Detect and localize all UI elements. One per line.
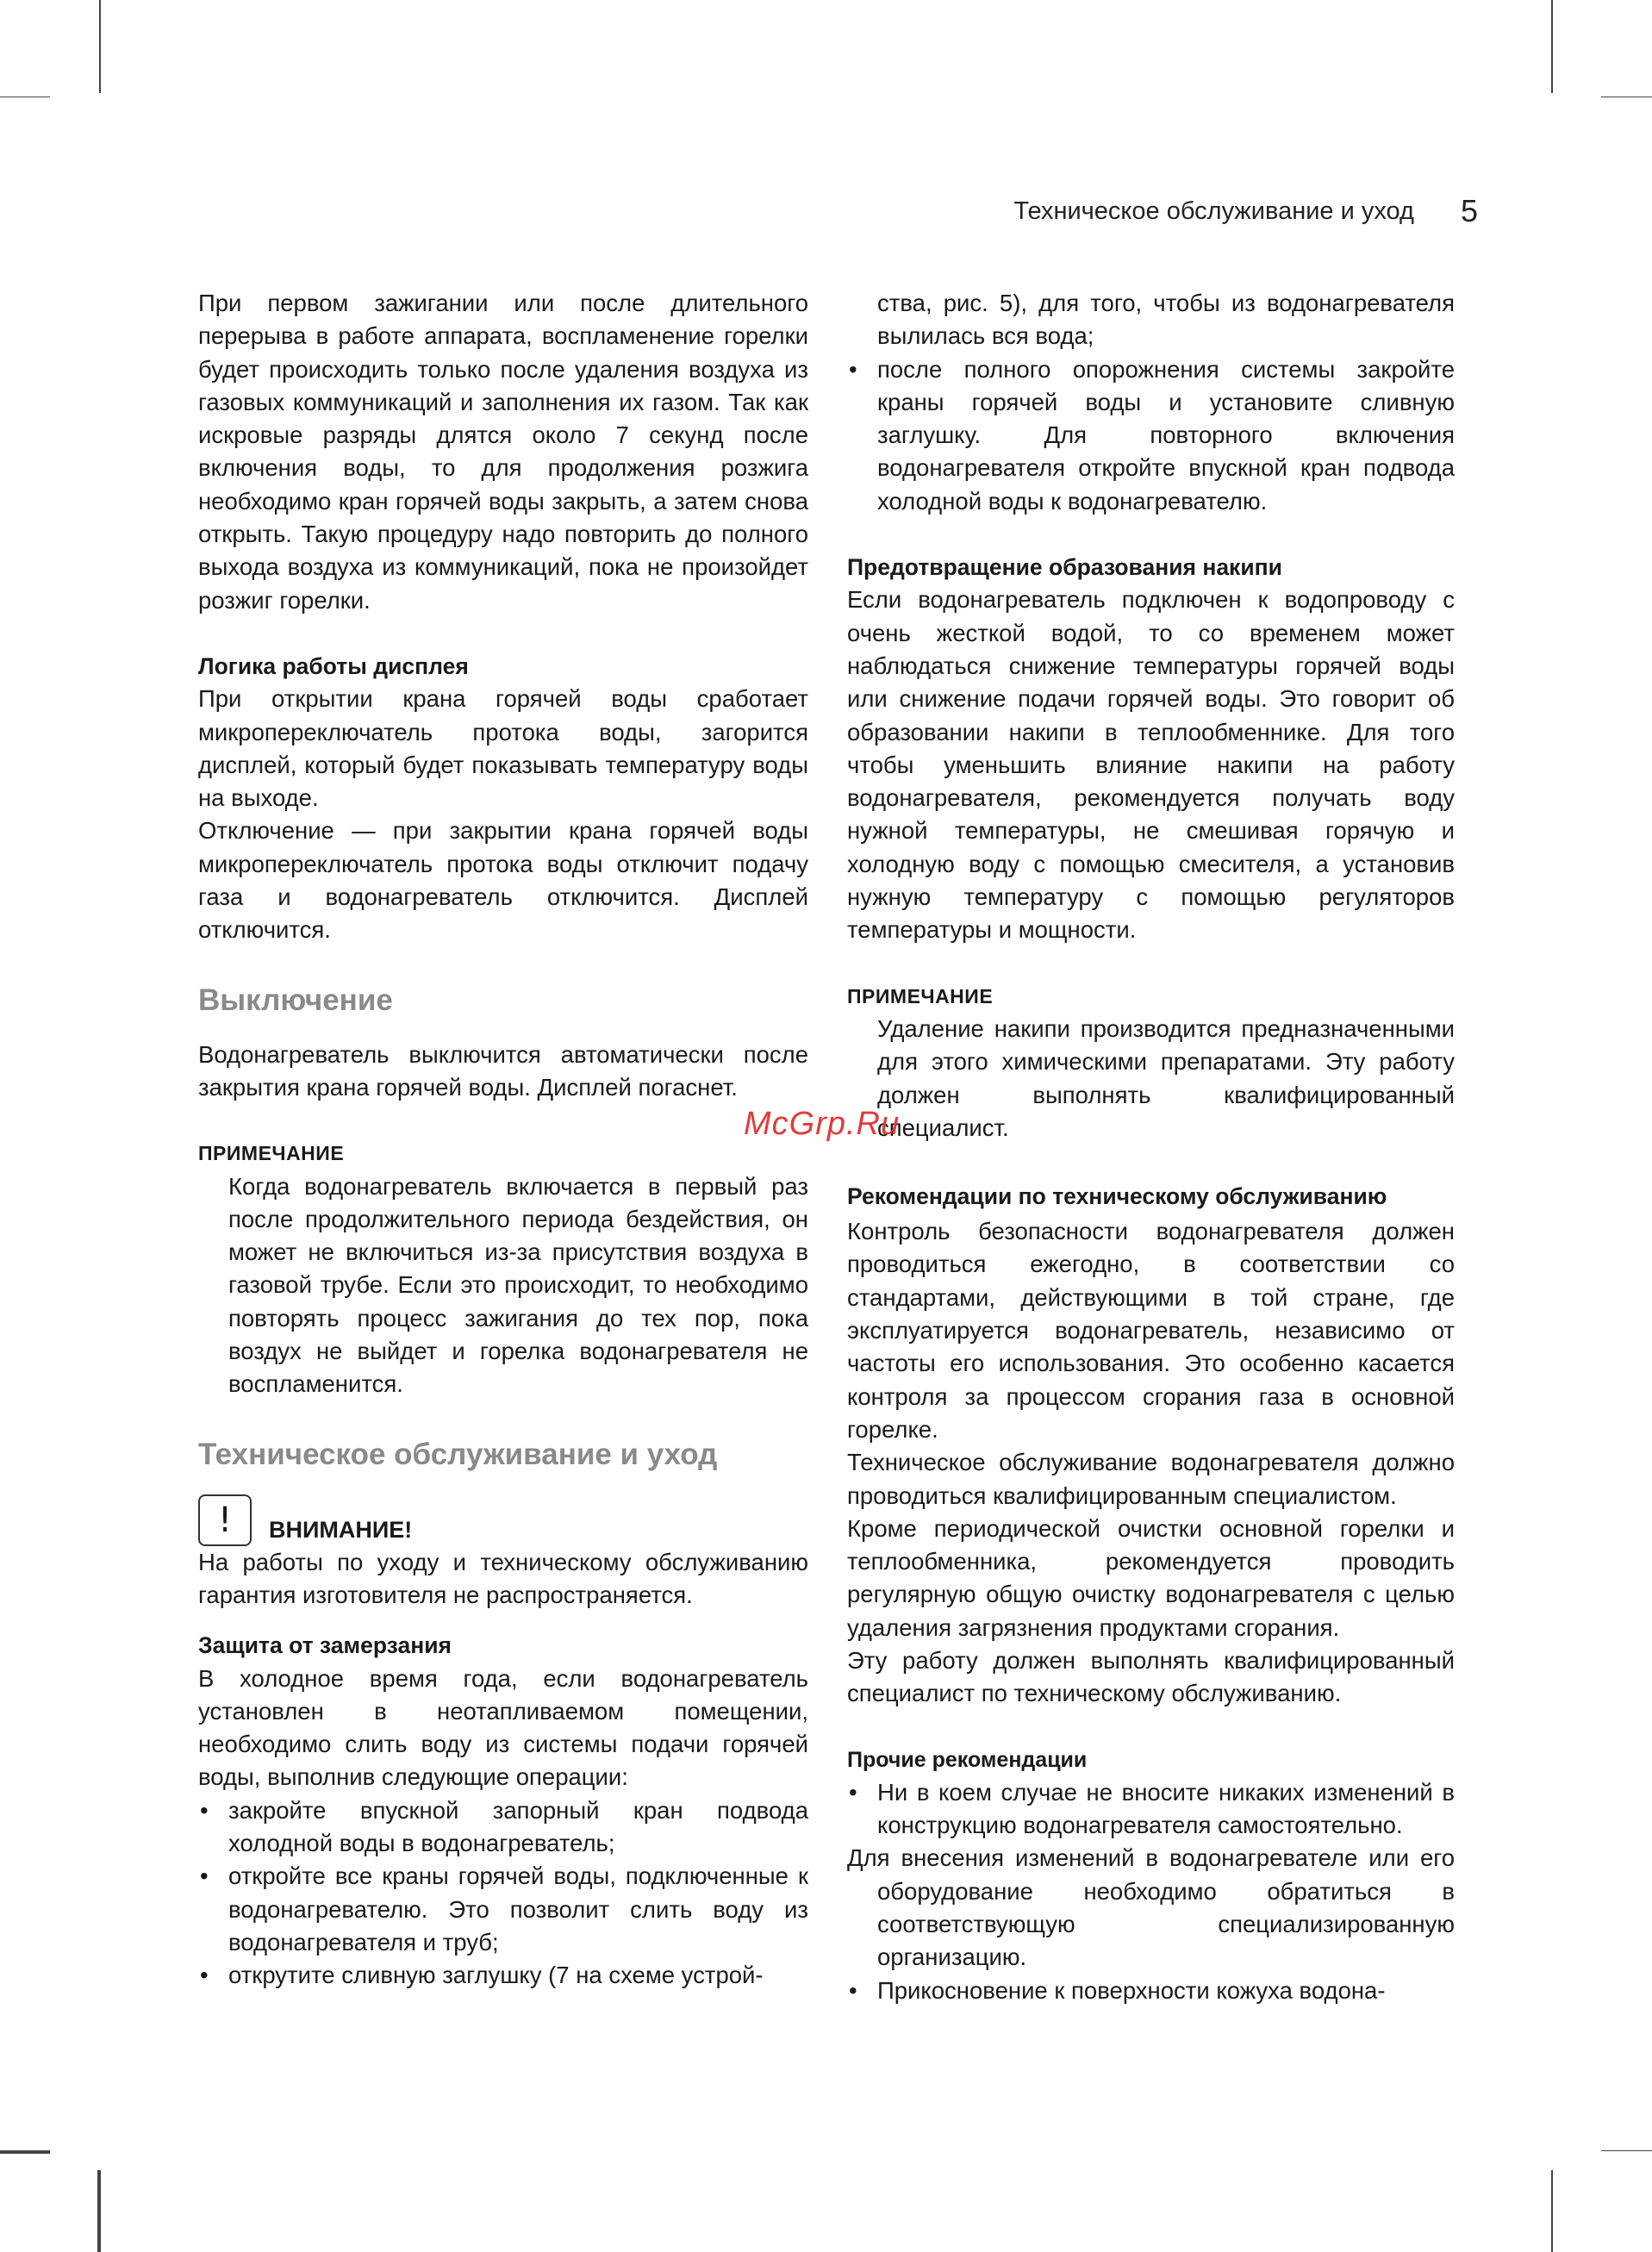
other-heading: Прочие рекомендации <box>847 1747 1088 1772</box>
scale-heading: Предотвращение образования накипи <box>847 554 1282 581</box>
list-item: • откройте все краны горячей воды, подключенные к водонагревателю. Это позволит слить воду из водонагревателя и труб; <box>198 1860 808 1959</box>
service-paragraph-2: Техническое обслуживание водонагревателя должно проводиться квалифицированным специалистом. <box>847 1449 1455 1509</box>
left-column <box>198 287 808 1992</box>
crop-mark <box>1551 0 1553 93</box>
list-item: • закройте впускной запорный кран подвода холодной воды в водонагреватель; <box>198 1794 808 1861</box>
crop-mark <box>1551 2170 1553 2252</box>
list-item: • после полного опорожнения системы закройте краны горячей воды и установите сливную заглушку. Для повторного включения водонагревателя откройте впускной кран подвода холодной воды к водонагревателю. <box>847 353 1455 518</box>
scale-paragraph: Если водонагреватель подключен к водопроводу с очень жесткой водой, то со временем может наблюдаться снижение температуры горячей воды или снижение подачи горячей воды. Это говорит об образовании накипи в теплообменнике. Для того чтобы уменьшить влияние накипи на работу водонагревателя, рекомендуется получать воду нужной температуры, не смешивая горячую и холодную воду с помощью смесителя, а установив нужную температуру с помощью регуляторов температуры и мощности. <box>847 586 1455 944</box>
warning-text: На работы по уходу и техническому обслуживанию гарантия изготовителя не распространяется. <box>198 1548 808 1608</box>
display-logic-paragraph-2: Отключение — при закрытии крана горячей воды микропереключатель протока воды отключит подачу газа и водонагреватель отключится. Дисплей отключится. <box>198 817 808 944</box>
service-heading: Рекомендации по техническому обслуживанию <box>847 1183 1387 1210</box>
running-title: Техническое обслуживание и уход <box>1013 197 1414 225</box>
note-heading: ПРИМЕЧАНИЕ <box>847 984 994 1007</box>
watermark: McGrp.Ru <box>744 1106 901 1142</box>
exclamation-icon: ! <box>198 1494 252 1546</box>
shutdown-heading: Выключение <box>198 983 393 1017</box>
note-heading: ПРИМЕЧАНИЕ <box>198 1142 345 1165</box>
warning-block <box>198 1493 808 1546</box>
list-item: • Прикосновение к поверхности кожуха водона- <box>847 1974 1455 2007</box>
display-logic-paragraph: При открытии крана горячей воды сработает микропереключатель протока воды, загорится дисплей, который будет показывать температуру воды на выходе. <box>198 685 808 812</box>
display-logic-heading: Логика работы дисплея <box>198 652 469 679</box>
service-paragraph: Контроль безопасности водонагревателя должен проводиться ежегодно, в соответствии со стандартами, действующими в той стране, где эксплуатируется водонагреватель, независимо от частоты его использования. Это особенно касается контроля за процессом сгорания газа в основной горелке. <box>847 1218 1455 1443</box>
crop-mark <box>1601 2150 1652 2151</box>
freeze-paragraph: В холодное время года, если водонагреватель установлен в неотапливаемом помещении, необходимо слить воду из системы подачи горячей воды, выполнив следующие операции: <box>198 1664 808 1791</box>
crop-mark <box>99 0 101 93</box>
list-item: • Ни в коем случае не вносите никаких изменений в конструкцию водонагревателя самостоятельно. <box>847 1776 1455 1843</box>
service-paragraph-3: Кроме периодической очистки основной горелки и теплообменника, рекомендуется проводить регулярную общую очистку водонагревателя с целью удаления загрязнения продуктами сгорания. <box>847 1514 1455 1641</box>
crop-mark <box>0 2150 50 2154</box>
intro-paragraph: При первом зажигании или после длительного перерыва в работе аппарата, воспламенение горелки будет происходить только после удаления воздуха из газовых коммуникаций и заполнения их газом. Так как искровые разряды длятся около 7 секунд после включения воды, то для продолжения розжига необходимо кран горячей воды закрыть, а затем снова открыть. Такую процедуру надо повторить до полного выхода воздуха из коммуникаций, пока не произойдет розжиг горелки. <box>198 290 808 614</box>
other-paragraph: Для внесения изменений в водонагревателе или его оборудование необходимо обратиться в соответствующую специализированную организацию. <box>847 1844 1455 1971</box>
note-text: Когда водонагреватель включается в первый раз после продолжительного периода бездействия, он может не включиться из-за присутствия воздуха в газовой трубе. Если это происходит, то необходимо повторять процесс зажигания до тех пор, пока воздух не выйдет и горелка водонагревателя не воспламенится. <box>228 1172 808 1398</box>
page-header <box>995 190 1478 233</box>
service-paragraph-4: Эту работу должен выполнять квалифицированный специалист по техническому обслуживанию. <box>847 1646 1455 1707</box>
maintenance-heading: Техническое обслуживание и уход <box>198 1437 718 1471</box>
freeze-continuation: ства, рис. 5), для того, чтобы из водонагревателя вылилась вся вода; <box>877 290 1455 350</box>
crop-mark <box>97 2170 101 2252</box>
freeze-heading: Защита от замерзания <box>198 1632 452 1659</box>
shutdown-paragraph: Водонагреватель выключится автоматически после закрытия крана горячей воды. Дисплей погаснет. <box>198 1040 808 1101</box>
page-number: 5 <box>1460 193 1478 228</box>
right-column <box>847 287 1455 2007</box>
list-item: • открутите сливную заглушку (7 на схеме устрой- <box>198 1959 808 1992</box>
note-text: Удаление накипи производится предназначенными для этого химическими препаратами. Эту работу должен выполнять квалифицированный специалист. <box>877 1014 1455 1141</box>
warning-label: ВНИМАНИЕ! <box>269 1516 413 1543</box>
